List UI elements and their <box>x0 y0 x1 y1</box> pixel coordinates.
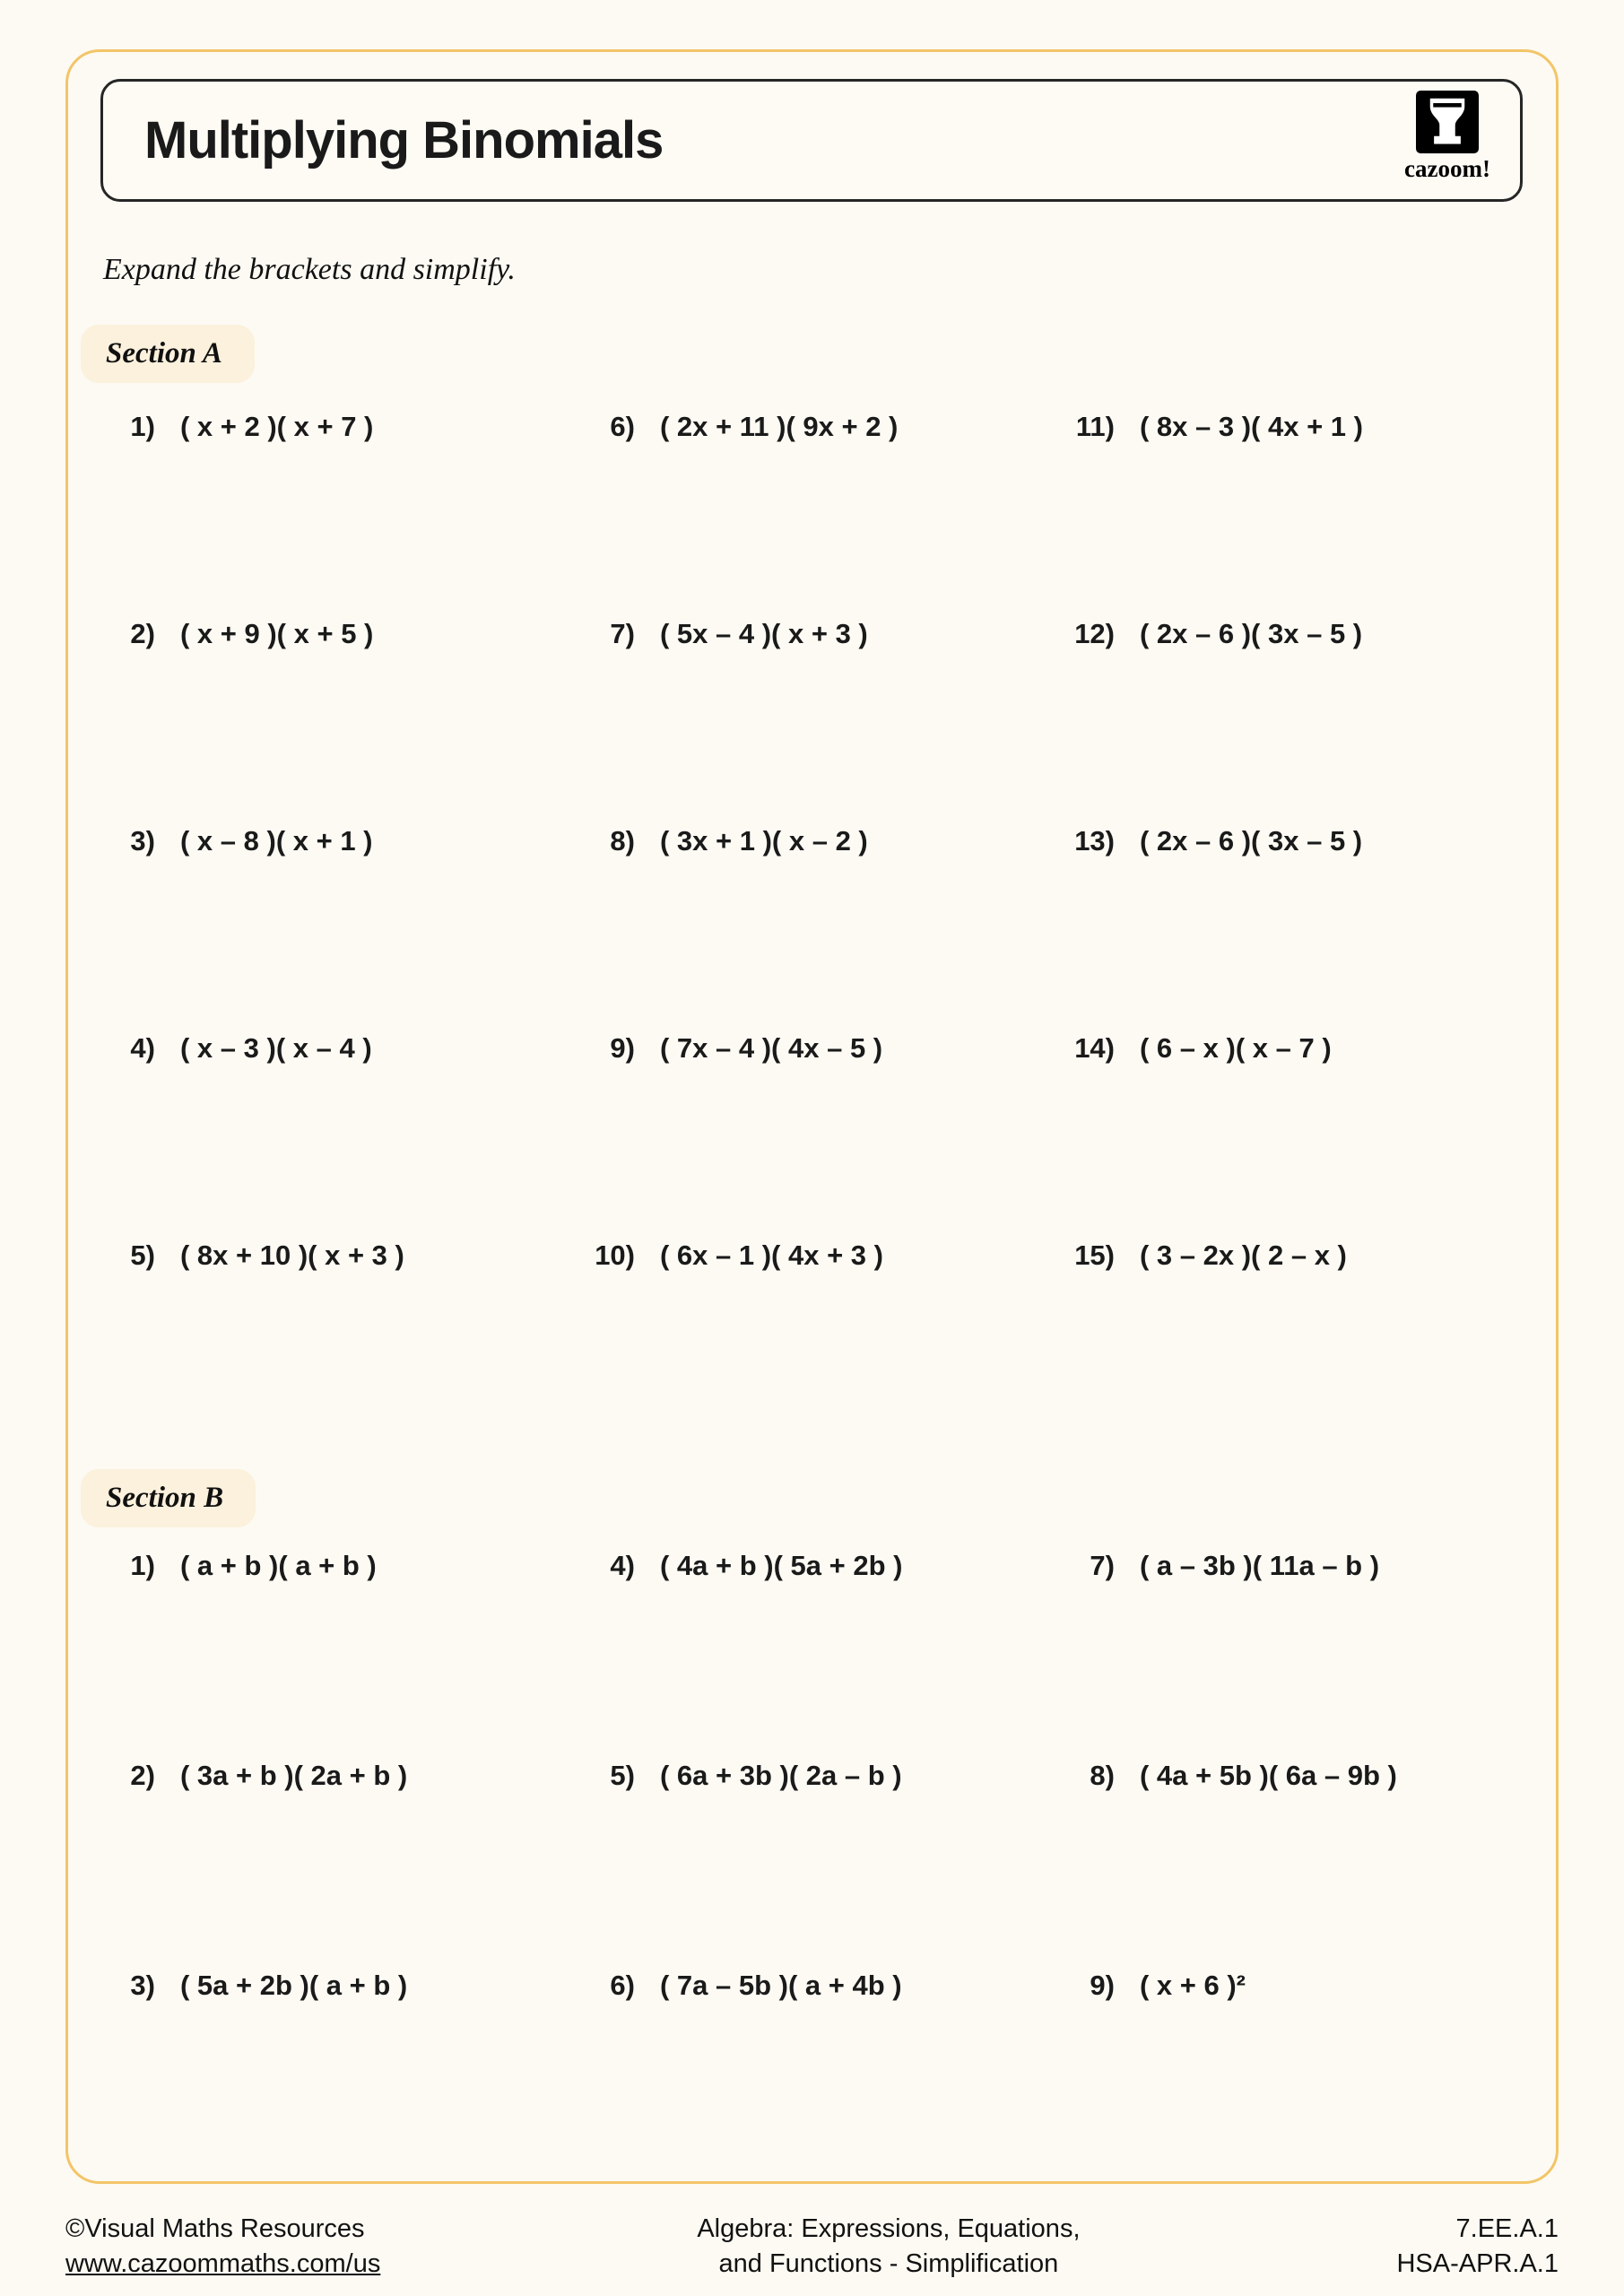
problem-item <box>103 411 583 618</box>
section-a-label-text: Section A <box>106 337 222 370</box>
footer-topic-line2: and Functions - Simplification <box>718 2248 1059 2278</box>
footer <box>65 2212 1559 2282</box>
problem-number: 7) <box>1090 1550 1115 1581</box>
problem-number: 4) <box>610 1550 635 1581</box>
page-title: Multiplying Binomials <box>144 111 664 170</box>
problem-number: 6) <box>610 411 635 442</box>
problem-expression: ( 6 – x )( x – 7 ) <box>1140 1032 1332 1064</box>
problem-item <box>103 1032 583 1239</box>
instruction-text: Expand the brackets and simplify. <box>103 253 516 286</box>
problem-number: 13) <box>1074 825 1115 857</box>
problem-number: 5) <box>610 1760 635 1791</box>
footer-topic-line1: Algebra: Expressions, Equations, <box>697 2213 1081 2243</box>
cazoom-drum-icon <box>1416 91 1479 153</box>
problem-number: 15) <box>1074 1239 1115 1271</box>
problem-expression: ( 5x – 4 )( x + 3 ) <box>660 618 868 649</box>
problem-expression: ( 8x – 3 )( 4x + 1 ) <box>1140 411 1363 442</box>
problem-number: 1) <box>130 1550 155 1581</box>
footer-left <box>65 2212 380 2282</box>
footer-center <box>697 2212 1080 2282</box>
problem-number: 9) <box>610 1032 635 1064</box>
problem-expression: ( 6x – 1 )( 4x + 3 ) <box>660 1239 883 1271</box>
section-b-label-text: Section B <box>106 1482 224 1514</box>
problem-item <box>1063 1550 1507 1760</box>
problem-expression: ( 4a + b )( 5a + 2b ) <box>660 1550 903 1581</box>
problem-expression: ( 3 – 2x )( 2 – x ) <box>1140 1239 1347 1271</box>
problem-number: 3) <box>130 825 155 857</box>
header <box>100 79 1523 202</box>
problem-item <box>103 825 583 1032</box>
problem-number: 2) <box>130 1760 155 1791</box>
footer-standards <box>1396 2212 1559 2282</box>
problem-expression: ( 2x – 6 )( 3x – 5 ) <box>1140 618 1363 649</box>
problem-number: 4) <box>130 1032 155 1064</box>
cazoom-website-link[interactable]: www.cazoommaths.com/us <box>65 2248 381 2278</box>
problem-expression: ( x + 9 )( x + 5 ) <box>180 618 374 649</box>
section-a-label <box>81 325 255 383</box>
problem-item <box>1063 1239 1507 1447</box>
problem-item <box>103 618 583 825</box>
problem-number: 9) <box>1090 1970 1115 2001</box>
problem-item <box>1063 411 1507 618</box>
problem-expression: ( 2x – 6 )( 3x – 5 ) <box>1140 825 1363 857</box>
problem-expression: ( a – 3b )( 11a – b ) <box>1140 1550 1380 1581</box>
problem-item <box>583 411 1063 618</box>
problem-number: 8) <box>610 825 635 857</box>
problem-item <box>1063 1032 1507 1239</box>
problem-number: 10) <box>595 1239 635 1271</box>
problem-number: 6) <box>610 1970 635 2001</box>
problem-number: 2) <box>130 618 155 649</box>
problem-number: 12) <box>1074 618 1115 649</box>
problem-expression: ( x – 8 )( x + 1 ) <box>180 825 373 857</box>
problem-item <box>1063 1760 1507 1970</box>
problem-item <box>103 1760 583 1970</box>
problem-expression: ( x + 6 )² <box>1140 1970 1246 2001</box>
problem-number: 7) <box>610 618 635 649</box>
problem-expression: ( 7x – 4 )( 4x – 5 ) <box>660 1032 883 1064</box>
problem-item <box>103 1550 583 1760</box>
problem-expression: ( 3a + b )( 2a + b ) <box>180 1760 408 1791</box>
standard-code-2: HSA-APR.A.1 <box>1396 2248 1559 2278</box>
problem-number: 5) <box>130 1239 155 1271</box>
problem-number: 11) <box>1075 411 1115 442</box>
problem-number: 8) <box>1090 1760 1115 1791</box>
copyright-text: ©Visual Maths Resources <box>65 2213 365 2243</box>
problem-item <box>583 1970 1063 2179</box>
problem-number: 14) <box>1074 1032 1115 1064</box>
problem-item <box>583 1239 1063 1447</box>
problem-expression: ( a + b )( a + b ) <box>180 1550 377 1581</box>
problem-item <box>583 1550 1063 1760</box>
problem-expression: ( 7a – 5b )( a + 4b ) <box>660 1970 902 2001</box>
problem-expression: ( 8x + 10 )( x + 3 ) <box>180 1239 404 1271</box>
problem-item <box>583 1032 1063 1239</box>
problem-number: 1) <box>130 411 155 442</box>
section-b-label <box>81 1469 256 1527</box>
problem-item <box>1063 825 1507 1032</box>
section-b-problems <box>103 1550 1507 2179</box>
problem-number: 3) <box>130 1970 155 2001</box>
problem-expression: ( 6a + 3b )( 2a – b ) <box>660 1760 902 1791</box>
problem-item <box>1063 618 1507 825</box>
problem-item <box>583 825 1063 1032</box>
problem-expression: ( x – 3 )( x – 4 ) <box>180 1032 372 1064</box>
problem-expression: ( 4a + 5b )( 6a – 9b ) <box>1140 1760 1397 1791</box>
problem-item <box>103 1970 583 2179</box>
problem-expression: ( 5a + 2b )( a + b ) <box>180 1970 408 2001</box>
problem-expression: ( x + 2 )( x + 7 ) <box>180 411 374 442</box>
problem-item <box>103 1239 583 1447</box>
problem-item <box>583 618 1063 825</box>
problem-expression: ( 3x + 1 )( x – 2 ) <box>660 825 868 857</box>
cazoom-logo-text: cazoom! <box>1404 155 1490 182</box>
cazoom-logo <box>1398 91 1497 183</box>
section-a-problems <box>103 411 1507 1447</box>
problem-item <box>583 1760 1063 1970</box>
problem-item <box>1063 1970 1507 2179</box>
standard-code-1: 7.EE.A.1 <box>1455 2213 1559 2243</box>
problem-expression: ( 2x + 11 )( 9x + 2 ) <box>660 411 899 442</box>
